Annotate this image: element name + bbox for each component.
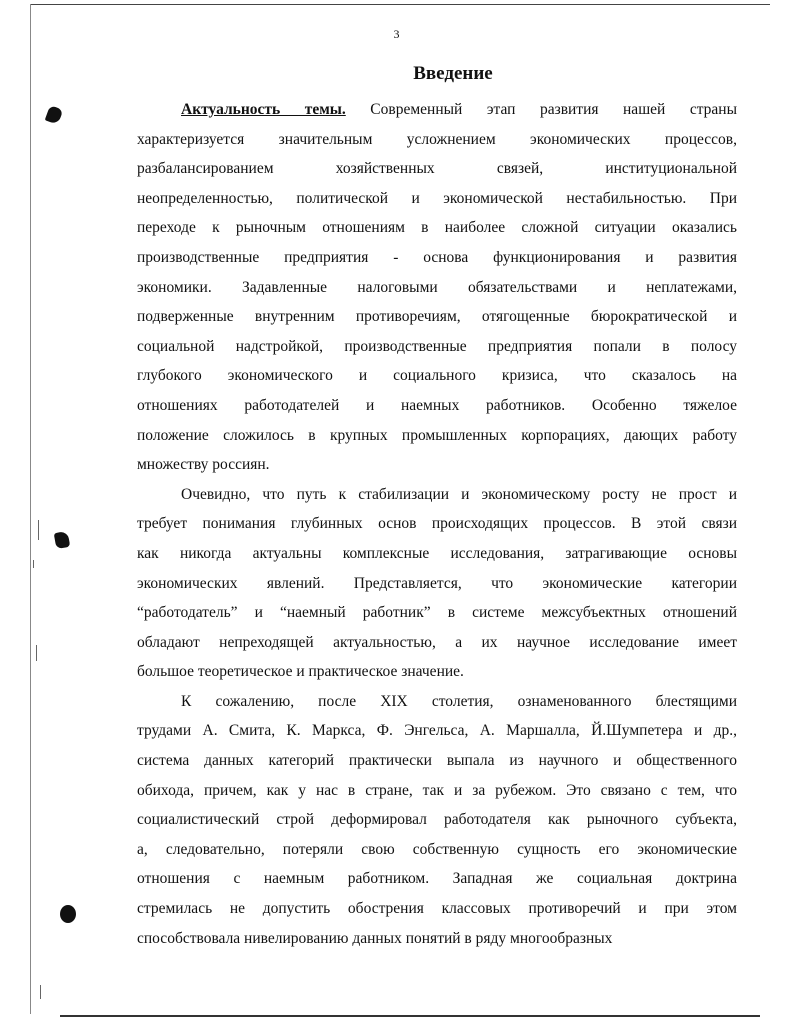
binder-hole-mark	[54, 531, 71, 549]
text-line	[137, 213, 737, 243]
line-text: производственные предприятия - основа функционирования и развития	[137, 248, 737, 266]
line-text: стремилась не допустить обострения классовых противоречий и при этом	[137, 900, 737, 918]
line-text: подверженные внутренним противоречиям, отягощенные бюрократической и	[137, 308, 737, 326]
line-text: а, следовательно, потеряли свою собственную сущность его экономические	[137, 840, 737, 858]
line-text: “работодатель” и “наемный работник” в системе межсубъектных отношений	[137, 604, 737, 622]
text-line	[137, 569, 737, 599]
line-text: Очевидно, что путь к стабилизации и экономическому росту не прост и	[181, 485, 737, 503]
text-line	[137, 332, 737, 362]
line-text: социальной надстройкой, производственные предприятия попали в полосу	[137, 337, 737, 355]
paragraph	[137, 95, 737, 480]
line-text: отношения с наемным работником. Западная же социальная доктрина	[137, 870, 737, 888]
text-line	[137, 184, 737, 214]
line-text: отношениях работодателей и наемных работников. Особенно тяжелое	[137, 396, 737, 414]
text-line	[137, 539, 737, 569]
line-text: глубокого экономического и социального кризиса, что сказалось на	[137, 367, 737, 385]
line-text: разбалансированием хозяйственных связей, институциональной	[137, 160, 737, 178]
line-text: способствовала нивелированию данных понятий в ряду многообразных	[137, 929, 613, 947]
line-text: Современный этап развития нашей страны	[345, 101, 737, 118]
line-text: обладают непреходящей актуальностью, а их научное исследование имеет	[137, 633, 737, 651]
section-heading: Актуальность темы.	[181, 101, 346, 118]
line-text: характеризуется значительным усложнением экономических процессов,	[137, 130, 737, 148]
scan-border-left	[30, 4, 31, 1014]
body-text	[137, 95, 737, 953]
line-text: положение сложилось в крупных промышленных корпорациях, дающих работу	[137, 426, 737, 444]
text-line	[137, 154, 737, 184]
binder-hole-mark	[60, 905, 76, 923]
line-text: экономических явлений. Представляется, что экономические категории	[137, 574, 737, 592]
text-line	[137, 628, 737, 658]
text-line	[137, 687, 737, 717]
line-text: множеству россиян.	[137, 456, 270, 474]
line-text: трудами А. Смита, К. Маркса, Ф. Энгельса, А. Маршалла, Й.Шумпетера и др.,	[137, 722, 737, 740]
line-text: переходе к рыночным отношениям в наиболее сложной ситуации оказались	[137, 219, 737, 237]
text-line	[137, 421, 737, 451]
text-line	[137, 302, 737, 332]
text-line	[137, 598, 737, 628]
text-line	[137, 924, 737, 954]
text-line	[137, 509, 737, 539]
line-text: неопределенностью, политической и экономической нестабильностью. При	[137, 189, 737, 207]
line-text: обихода, причем, как у нас в стране, так и за рубежом. Это связано с тем, что	[137, 781, 737, 799]
text-line	[137, 391, 737, 421]
line-text: экономики. Задавленные налоговыми обязательствами и неплатежами,	[137, 278, 737, 296]
line-text: система данных категорий практически выпала из научного и общественного	[137, 752, 737, 770]
scan-artifact	[33, 560, 34, 568]
paragraph	[137, 480, 737, 687]
text-line	[137, 716, 737, 746]
text-line	[137, 95, 737, 125]
scan-border-bottom	[60, 1015, 760, 1017]
text-line	[137, 746, 737, 776]
scan-artifact	[40, 985, 41, 999]
line-text: К сожалению, после XIX столетия, ознаменованного блестящими	[181, 692, 737, 710]
page-number: 3	[393, 27, 400, 41]
text-line	[137, 835, 737, 865]
text-line	[137, 450, 737, 480]
line-text: большое теоретическое и практическое значение.	[137, 663, 464, 681]
scan-artifact	[36, 645, 37, 661]
line-text: требует понимания глубинных основ происходящих процессов. В этой связи	[137, 515, 737, 533]
text-line	[137, 361, 737, 391]
binder-hole-mark	[45, 105, 64, 125]
text-line	[137, 864, 737, 894]
scan-artifact	[38, 520, 39, 540]
paragraph	[137, 687, 737, 953]
text-line	[137, 894, 737, 924]
text-line	[137, 805, 737, 835]
line-text: социалистический строй деформировал работодателя как рыночного субъекта,	[137, 811, 737, 829]
text-line	[137, 273, 737, 303]
scan-border-top	[30, 4, 770, 5]
text-line	[137, 657, 737, 687]
text-line	[137, 480, 737, 510]
text-line	[137, 776, 737, 806]
line-text: как никогда актуальны комплексные исследования, затрагивающие основы	[137, 544, 737, 562]
page-title: Введение	[413, 63, 493, 84]
text-line	[137, 243, 737, 273]
text-line	[137, 125, 737, 155]
